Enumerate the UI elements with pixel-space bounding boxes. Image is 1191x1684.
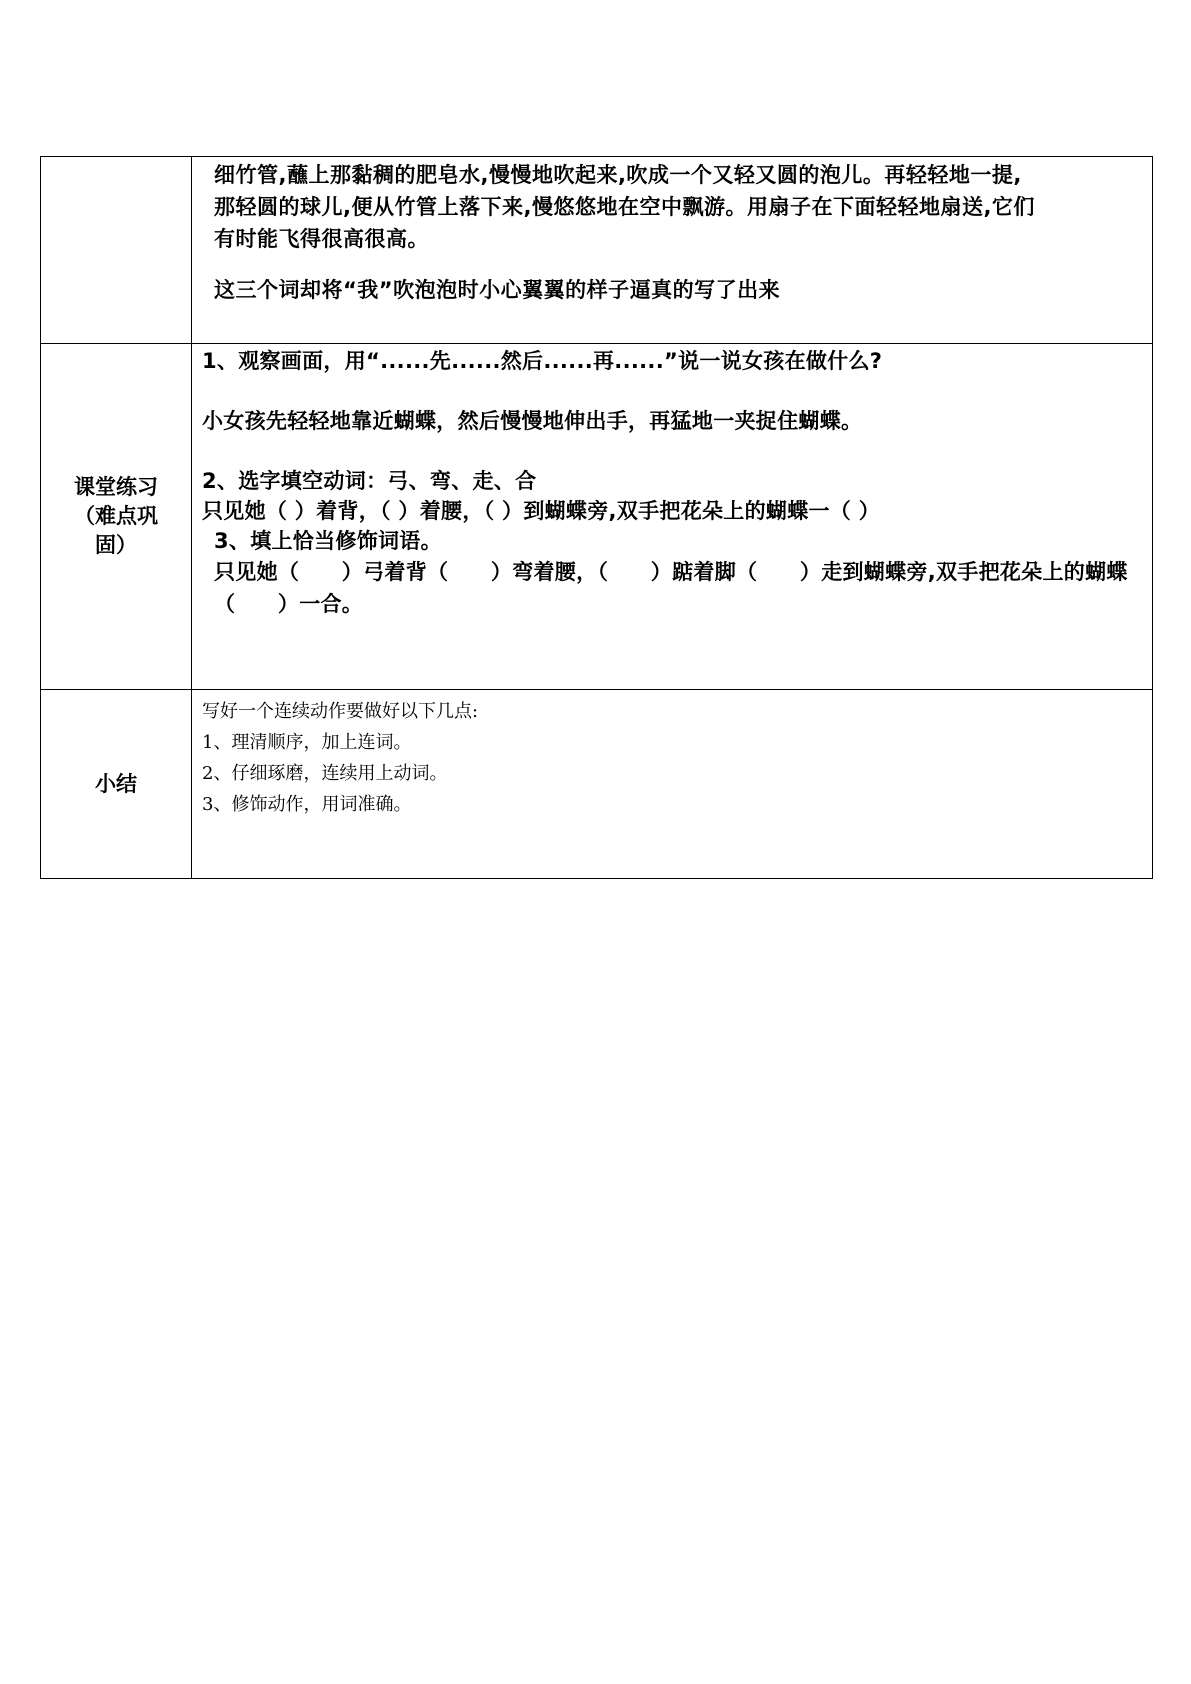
practice-label-line: 课堂练习	[74, 475, 158, 499]
question-3-sentence: 只见她（ ）弓着背（ ）弯着腰，（ ）踮着脚（ ）走到蝴蝶旁,双手把花朵上的蝴蝶（ ）一合。	[214, 560, 1128, 616]
summary-label: 小结	[95, 771, 137, 796]
practice-label-cell	[41, 344, 192, 690]
table-row	[41, 690, 1153, 879]
reading-line: 细竹管,蘸上那黏稠的肥皂水,慢慢地吹起来,吹成一个又轻又圆的泡儿。再轻轻地一提,	[214, 163, 1022, 187]
practice-label-line: （难点巩	[74, 504, 158, 528]
table-row	[41, 344, 1153, 690]
summary-label-cell	[41, 690, 192, 879]
table-row	[41, 157, 1153, 344]
question-2-sentence: 只见她（ ）着背，（ ）着腰，（ ）到蝴蝶旁,双手把花朵上的蝴蝶一（ ）	[202, 499, 881, 523]
summary-line: 1、理清顺序，加上连词。	[202, 732, 412, 753]
reading-line: 那轻圆的球儿,便从竹管上落下来,慢悠悠地在空中飘游。用扇子在下面轻轻地扇送,它们	[214, 195, 1035, 219]
practice-content-cell	[192, 344, 1153, 690]
summary-line: 写好一个连续动作要做好以下几点:	[202, 701, 479, 722]
question-2: 2、选字填空动词：弓、弯、走、合	[202, 469, 537, 493]
practice-label-line: 固）	[95, 533, 137, 557]
question-3: 3、填上恰当修饰词语。	[214, 529, 442, 553]
summary-content-cell	[192, 690, 1153, 879]
summary-line: 3、修饰动作，用词准确。	[202, 794, 412, 815]
answer-1: 小女孩先轻轻地靠近蝴蝶，然后慢慢地伸出手，再猛地一夹捉住蝴蝶。	[202, 409, 863, 433]
reading-content-cell	[192, 157, 1153, 344]
reading-line: 有时能飞得很高很高。	[214, 227, 429, 251]
question-1: 1、观察画面，用“......先......然后......再......”说一说女孩在做什么?	[202, 349, 883, 373]
lesson-plan-table	[40, 156, 1153, 879]
empty-label-cell	[41, 157, 192, 344]
reading-summary: 这三个词却将“我”吹泡泡时小心翼翼的样子逼真的写了出来	[214, 278, 781, 302]
summary-line: 2、仔细琢磨，连续用上动词。	[202, 763, 448, 784]
